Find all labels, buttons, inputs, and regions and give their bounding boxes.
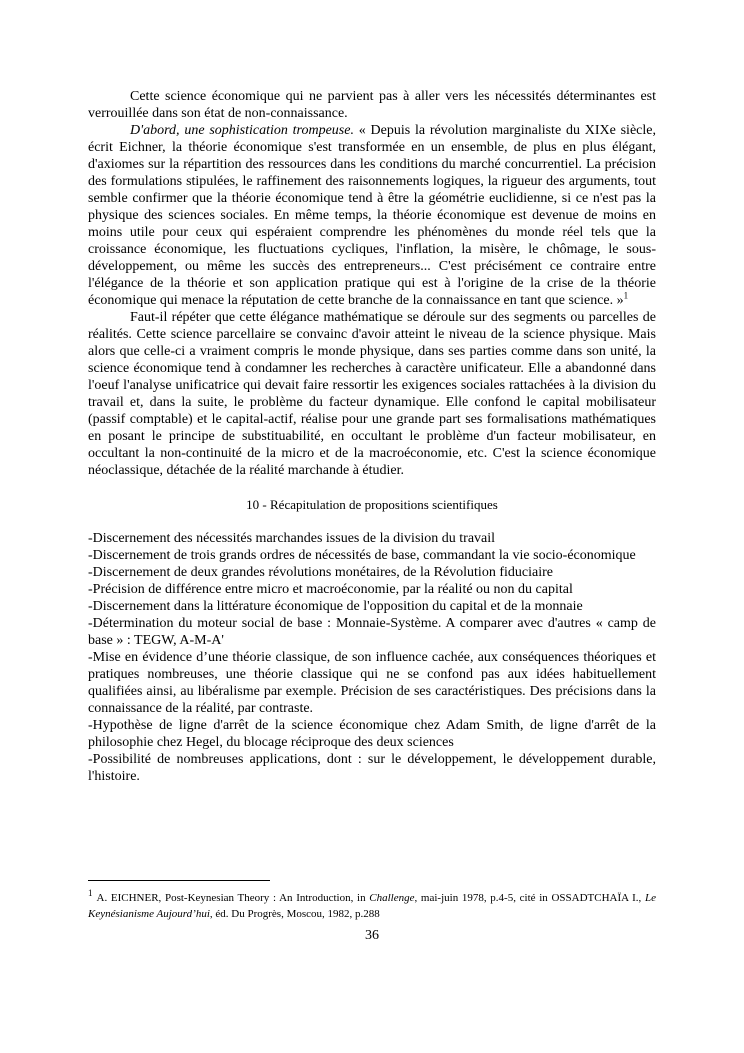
footnote: [88, 890, 656, 922]
footnote-reference[interactable]: 1: [623, 290, 629, 301]
propositions-list: [88, 530, 656, 785]
list-item: -Hypothèse de ligne d'arrêt de la science économique chez Adam Smith, de ligne d'arrêt de la philosophie chez Hegel, du blocage réciproque des deux sciences: [88, 718, 656, 750]
list-item: -Détermination du moteur social de base : Monnaie-Système. A comparer avec d'autres « camp de base » : TEGW, A-M-A': [88, 616, 656, 648]
list-item: -Possibilité de nombreuses applications, dont : sur le développement, le développement durable, l'histoire.: [88, 752, 656, 784]
page-number: 36: [365, 928, 379, 943]
paragraph-2: [88, 122, 656, 309]
list-item: -Discernement de trois grands ordres de nécessités de base, commandant la vie socio-économique: [88, 548, 636, 563]
paragraph-1: Cette science économique qui ne parvient pas à aller vers les nécessités déterminantes est verrouillée dans son état de non-connaissance.: [88, 89, 656, 121]
footnote-number: 1: [88, 888, 93, 899]
footnote-text-2: , mai-juin 1978, p.4-5, cité in OSSADTCHAÏA I.,: [414, 892, 645, 904]
list-item: -Discernement des nécessités marchandes issues de la division du travail: [88, 531, 496, 546]
list-item: -Discernement de deux grandes révolutions monétaires, de la Révolution fiduciaire: [88, 565, 553, 580]
paragraph-3: Faut-il répéter que cette élégance mathématique se déroule sur des segments ou parcelles de réalités. Cette science parcellaire se convainc d'avoir atteint le niveau de la science physique. Mais alors que celle-ci a vraiment compris le monde physique, dans ses parties comme dans son unité, la science économique tend à condamner les recherches à caractère unificateur. Elle a abandonné dans l'oeuf l'analyse unificatrice qui devait faire ressortir les exigences sociales rattachées à la division du travail et, dans la suite, le problème du facteur dynamique. Elle confond le capital mobilisateur (passif comptable) et le capital-actif, réalise pour une grande part ses formalisations mathématiques en posant le principe de substituabilité, en occultant le problème d'un facteur mobilisateur, en occultant la non-continuité de la micro et de la macroéconomie, etc. C'est la science économique néoclassique, détachée de la réalité marchande à étudier.: [88, 310, 656, 478]
footnote-journal-title: Challenge: [369, 892, 415, 904]
list-item: -Discernement dans la littérature économique de l'opposition du capital et de la monnaie: [88, 599, 583, 614]
footnote-text-1: A. EICHNER, Post-Keynesian Theory : An Introduction, in: [96, 892, 370, 904]
paragraph-2-quote: « Depuis la révolution marginaliste du XIXe siècle, écrit Eichner, la théorie économique s'est transformée en un ensemble, de plus en plus élégant, d'axiomes sur la répartition des ressources dans les conditions du marché concurrentiel. La précision des formulations stipulées, le raffinement des raisonnements logiques, la rigueur des arguments, tout semble confirmer que la théorie économique tend à être la géométrie euclidienne, si ce n'est pas la physique des sciences sociales. En même temps, la théorie économique est devenue de moins en moins utile pour ceux qui espéraient comprendre les phénomènes du monde réel tels que la croissance économique, les fluctuations cycliques, l'inflation, la misère, le chômage, le sous-développement, ou même les succès des entrepreneurs... C'est précisément ce contraire entre l'élégance de la théorie et son application pratique qui est à l'origine de la crise de la théorie économique qui menace la réputation de cette branche de la connaissance en tant que science. »: [88, 123, 656, 308]
section-heading: 10 - Récapitulation de propositions scientifiques: [246, 497, 498, 512]
footnote-book-title: Le Keynésianisme Aujourd’hui: [88, 892, 656, 920]
list-item: -Précision de différence entre micro et macroéconomie, par la réalité ou non du capital: [88, 582, 573, 597]
page-body: [88, 88, 656, 785]
list-item: -Mise en évidence d’une théorie classique, de son influence cachée, aux conséquences théoriques et pratiques nombreuses, une théorie classique qui ne se confond pas aux idées habituellement qualifiées ainsi, au libéralisme par exemple. Précision de ses caractéristiques. Des précisions dans la connaissance de la réalité, par contraste.: [88, 650, 656, 716]
footnote-text-3: , éd. Du Progrès, Moscou, 1982, p.288: [209, 908, 380, 920]
footnote-divider: [88, 880, 270, 881]
paragraph-2-italic-lead: D'abord, une sophistication trompeuse.: [130, 123, 354, 138]
